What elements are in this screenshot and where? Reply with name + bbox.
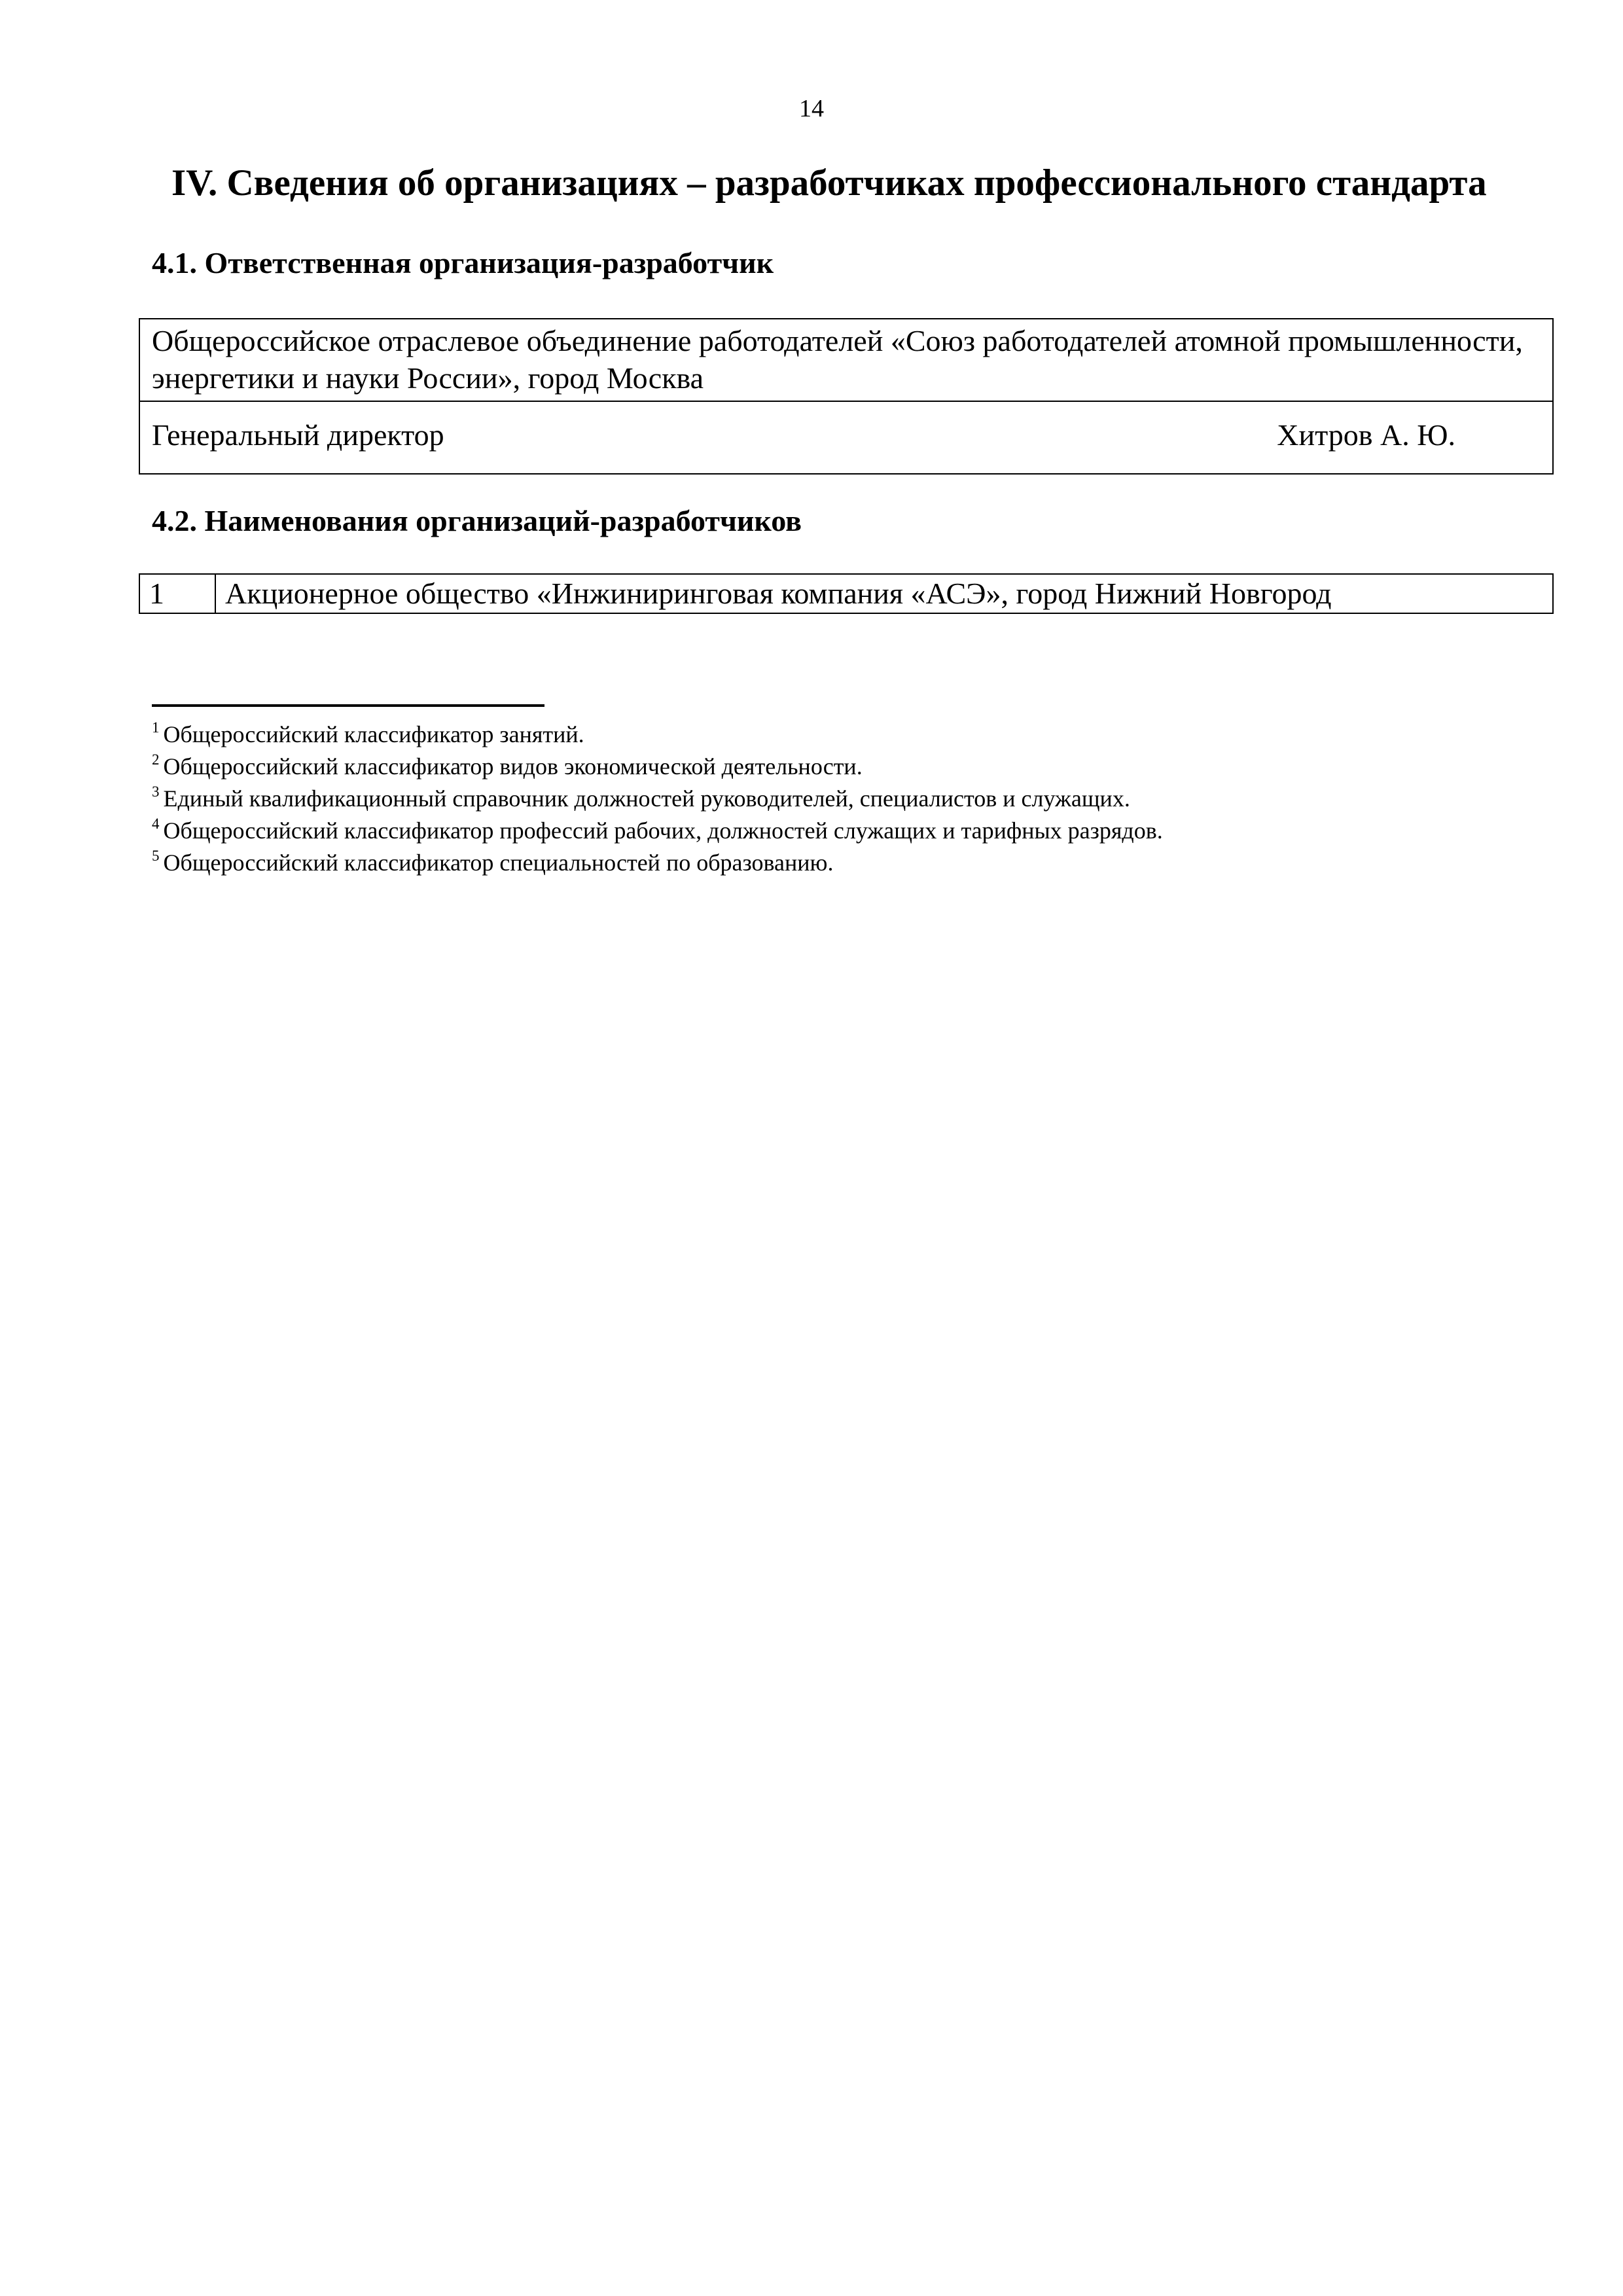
footnote-mark: 3 [152,783,160,800]
section-title: IV. Сведения об организациях – разработчиках профессионального стандарта [171,162,1487,204]
table-row [139,574,1553,613]
page-number: 14 [799,95,824,122]
footnote-mark: 4 [152,816,160,832]
footnote-item [152,751,1526,783]
footnote-text: Общероссийский классификатор видов экономической деятельности. [163,753,863,780]
org-name-row [139,319,1553,401]
footnote-text: Общероссийский классификатор специальностей по образованию. [163,850,834,876]
footnote-item [152,847,1526,879]
developer-name-cell: Акционерное общество «Инжиниринговая компания «АСЭ», город Нижний Новгород [215,574,1553,613]
footnote-mark: 2 [152,751,160,768]
footnote-item [152,783,1526,815]
footnote-separator [152,704,544,707]
footnote-text: Общероссийский классификатор профессий рабочих, должностей служащих и тарифных разрядов. [163,817,1163,844]
subsection-title-responsible-org: 4.1. Ответственная организация-разработчик [152,246,774,279]
subsection-title-developers: 4.2. Наименования организаций-разработчиков [152,504,802,537]
footnote-text: Общероссийский классификатор занятий. [163,721,584,747]
footnote-item [152,719,1526,751]
director-row [139,401,1553,474]
developers-table [139,573,1554,614]
footnotes-list [152,719,1526,879]
director-name: Хитров А. Ю. [1277,418,1455,452]
responsible-org-table [139,318,1554,475]
footnote-mark: 5 [152,848,160,864]
footnote-text: Единый квалификационный справочник должностей руководителей, специалистов и служащих. [163,785,1130,812]
director-position: Генеральный директор [152,418,444,452]
footnote-item [152,815,1526,847]
director-cell [139,401,1553,474]
footnote-mark: 1 [152,719,160,736]
row-number-cell: 1 [139,574,215,613]
org-name-cell: Общероссийское отраслевое объединение работодателей «Союз работодателей атомной промышленности, энергетики и науки России», город Москва [139,319,1553,401]
